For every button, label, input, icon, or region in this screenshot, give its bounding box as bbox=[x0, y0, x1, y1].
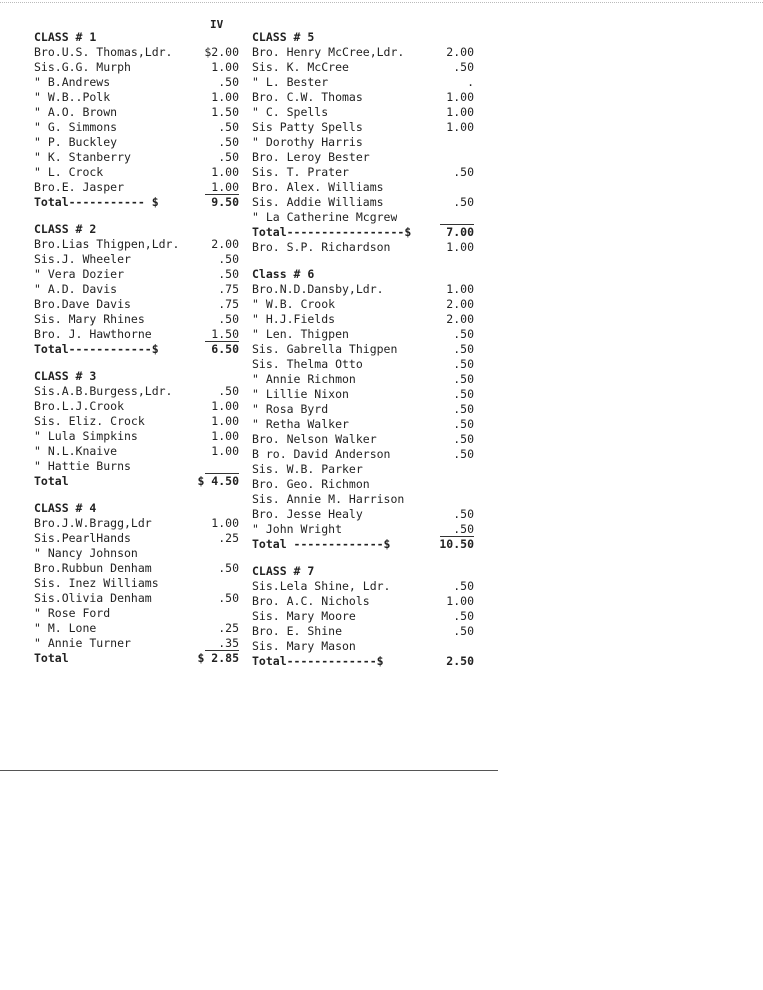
total-label: Total------------$ bbox=[34, 342, 159, 356]
member-row bbox=[34, 165, 239, 180]
member-amount: 1.00 bbox=[446, 120, 474, 134]
member-amount: 1.50 bbox=[205, 327, 239, 342]
member-row bbox=[34, 591, 239, 606]
member-amount: 2.00 bbox=[446, 45, 474, 59]
member-amount bbox=[205, 459, 239, 474]
member-name: Sis.J. Wheeler bbox=[34, 252, 131, 266]
member-name: " Len. Thigpen bbox=[252, 327, 349, 341]
member-row bbox=[252, 210, 474, 225]
member-name: Bro. Nelson Walker bbox=[252, 432, 377, 446]
member-name: Sis. Mary Rhines bbox=[34, 312, 145, 326]
member-row bbox=[252, 417, 474, 432]
member-amount: .50 bbox=[453, 609, 474, 623]
member-name: Sis. T. Prater bbox=[252, 165, 349, 179]
member-name: " Nancy Johnson bbox=[34, 546, 138, 560]
member-name: B ro. David Anderson bbox=[252, 447, 391, 461]
member-row bbox=[34, 45, 239, 60]
member-row bbox=[34, 267, 239, 282]
member-row bbox=[252, 609, 474, 624]
member-row bbox=[252, 639, 474, 654]
class-heading: CLASS # 5 bbox=[252, 30, 315, 44]
member-name: Bro. Leroy Bester bbox=[252, 150, 370, 164]
member-row bbox=[252, 402, 474, 417]
total-label: Total----------- $ bbox=[34, 195, 159, 209]
member-name: " K. Stanberry bbox=[34, 150, 131, 164]
class-total-row bbox=[34, 474, 239, 489]
member-amount: .50 bbox=[453, 327, 474, 341]
member-row bbox=[252, 624, 474, 639]
member-row bbox=[252, 90, 474, 105]
member-name: Sis. Eliz. Crock bbox=[34, 414, 145, 428]
member-amount: 1.00 bbox=[211, 429, 239, 443]
member-amount: .50 bbox=[453, 357, 474, 371]
member-amount: 1.00 bbox=[211, 60, 239, 74]
member-amount: 1.00 bbox=[446, 282, 474, 296]
member-amount: .75 bbox=[218, 297, 239, 311]
member-name: Bro.J.W.Bragg,Ldr bbox=[34, 516, 152, 530]
member-amount: .50 bbox=[453, 447, 474, 461]
member-amount: . bbox=[467, 75, 474, 89]
member-amount: .75 bbox=[218, 282, 239, 296]
member-name: Sis. Inez Williams bbox=[34, 576, 159, 590]
section-gap bbox=[34, 489, 239, 501]
member-amount bbox=[440, 492, 474, 507]
member-amount: 1.00 bbox=[211, 399, 239, 413]
member-name: Bro. Alex. Williams bbox=[252, 180, 384, 194]
member-amount: .50 bbox=[453, 507, 474, 521]
member-name: " Retha Walker bbox=[252, 417, 349, 431]
member-row bbox=[34, 576, 239, 591]
member-row bbox=[252, 372, 474, 387]
member-row bbox=[34, 546, 239, 561]
member-amount: $2.00 bbox=[204, 45, 239, 59]
member-name: Bro. E. Shine bbox=[252, 624, 343, 638]
member-row bbox=[252, 75, 474, 90]
member-amount: .25 bbox=[218, 531, 239, 545]
member-name: Bro.E. Jasper bbox=[34, 180, 125, 194]
class-heading: CLASS # 3 bbox=[34, 369, 97, 383]
member-amount: .50 bbox=[453, 579, 474, 593]
section-gap bbox=[252, 552, 474, 564]
member-amount: 1.00 bbox=[211, 516, 239, 530]
member-amount: .50 bbox=[218, 150, 239, 164]
member-row bbox=[252, 507, 474, 522]
member-amount bbox=[205, 606, 239, 621]
total-amount: 2.50 bbox=[446, 654, 474, 668]
member-row bbox=[252, 240, 474, 255]
member-row bbox=[34, 150, 239, 165]
member-row bbox=[34, 444, 239, 459]
total-label: Total bbox=[34, 474, 69, 488]
member-name: Sis. K. McCree bbox=[252, 60, 349, 74]
member-name: Bro. Henry McCree,Ldr. bbox=[252, 45, 405, 59]
member-row bbox=[252, 594, 474, 609]
member-amount: .50 bbox=[218, 75, 239, 89]
member-name: " W.B..Polk bbox=[34, 90, 111, 104]
member-row bbox=[34, 606, 239, 621]
member-name: Bro.Lias Thigpen,Ldr. bbox=[34, 237, 180, 251]
member-name: Bro. J. Hawthorne bbox=[34, 327, 152, 341]
bottom-rule bbox=[0, 770, 498, 771]
member-amount: .50 bbox=[218, 267, 239, 281]
member-row bbox=[252, 462, 474, 477]
member-row bbox=[252, 312, 474, 327]
class-total-row bbox=[252, 654, 474, 669]
member-amount: 1.00 bbox=[205, 180, 239, 195]
member-row bbox=[34, 105, 239, 120]
member-name: Sis.G.G. Murph bbox=[34, 60, 131, 74]
member-amount bbox=[440, 477, 474, 492]
member-amount: 1.00 bbox=[446, 240, 474, 254]
member-amount bbox=[440, 210, 474, 225]
member-name: Bro. C.W. Thomas bbox=[252, 90, 363, 104]
member-row bbox=[34, 60, 239, 75]
member-name: " Rose Ford bbox=[34, 606, 111, 620]
member-amount: .50 bbox=[453, 432, 474, 446]
section-gap bbox=[34, 210, 239, 222]
member-name: " Lula Simpkins bbox=[34, 429, 138, 443]
member-amount: .50 bbox=[453, 195, 474, 209]
left-column bbox=[34, 30, 239, 666]
member-amount: .50 bbox=[453, 165, 474, 179]
member-amount: 2.00 bbox=[446, 312, 474, 326]
member-row bbox=[34, 516, 239, 531]
member-row bbox=[252, 579, 474, 594]
member-name: Bro.Dave Davis bbox=[34, 297, 131, 311]
member-name: " M. Lone bbox=[34, 621, 97, 635]
total-amount: 7.00 bbox=[446, 225, 474, 239]
member-name: Sis. Addie Williams bbox=[252, 195, 384, 209]
member-name: " L. Bester bbox=[252, 75, 329, 89]
class-heading: CLASS # 7 bbox=[252, 564, 315, 578]
member-name: " B.Andrews bbox=[34, 75, 111, 89]
member-row bbox=[252, 522, 474, 537]
member-amount: .50 bbox=[453, 342, 474, 356]
member-row bbox=[252, 342, 474, 357]
member-name: " Rosa Byrd bbox=[252, 402, 329, 416]
member-row bbox=[34, 621, 239, 636]
member-amount: 1.00 bbox=[446, 105, 474, 119]
member-name: " Dorothy Harris bbox=[252, 135, 363, 149]
member-row bbox=[34, 135, 239, 150]
member-name: Bro.Rubbun Denham bbox=[34, 561, 152, 575]
total-amount: $ 2.85 bbox=[197, 651, 239, 665]
member-row bbox=[252, 492, 474, 507]
member-amount: .50 bbox=[218, 252, 239, 266]
total-amount: 9.50 bbox=[211, 195, 239, 209]
member-amount: .25 bbox=[218, 621, 239, 635]
member-amount: 1.00 bbox=[446, 90, 474, 104]
member-row bbox=[252, 180, 474, 195]
member-name: " C. Spells bbox=[252, 105, 329, 119]
member-row bbox=[34, 399, 239, 414]
member-name: Bro. S.P. Richardson bbox=[252, 240, 391, 254]
member-name: " N.L.Knaive bbox=[34, 444, 118, 458]
member-amount bbox=[440, 150, 474, 165]
member-name: Sis. Mary Moore bbox=[252, 609, 356, 623]
member-name: Sis. Gabrella Thigpen bbox=[252, 342, 398, 356]
member-row bbox=[252, 60, 474, 75]
member-row bbox=[252, 357, 474, 372]
member-amount: .50 bbox=[453, 387, 474, 401]
member-row bbox=[34, 414, 239, 429]
member-name: Bro.L.J.Crook bbox=[34, 399, 125, 413]
member-name: Bro. Jesse Healy bbox=[252, 507, 363, 521]
member-amount: .50 bbox=[218, 135, 239, 149]
member-name: " John Wright bbox=[252, 522, 343, 536]
class-total-row bbox=[34, 342, 239, 357]
member-amount: 2.00 bbox=[446, 297, 474, 311]
member-row bbox=[252, 327, 474, 342]
member-row bbox=[34, 327, 239, 342]
member-amount bbox=[440, 462, 474, 477]
member-amount: 1.00 bbox=[211, 90, 239, 104]
member-amount: .50 bbox=[453, 60, 474, 74]
member-amount: .50 bbox=[453, 417, 474, 431]
member-row bbox=[252, 282, 474, 297]
class-heading: CLASS # 2 bbox=[34, 222, 97, 236]
member-row bbox=[252, 447, 474, 462]
member-name: Sis. Thelma Otto bbox=[252, 357, 363, 371]
member-row bbox=[34, 531, 239, 546]
class-heading: CLASS # 1 bbox=[34, 30, 97, 44]
member-row bbox=[34, 636, 239, 651]
member-amount bbox=[205, 546, 239, 561]
member-amount: .50 bbox=[218, 120, 239, 134]
member-amount: 1.00 bbox=[446, 594, 474, 608]
member-amount bbox=[440, 135, 474, 150]
member-row bbox=[34, 561, 239, 576]
member-row bbox=[34, 252, 239, 267]
member-row bbox=[34, 237, 239, 252]
member-row bbox=[34, 384, 239, 399]
class-heading: CLASS # 4 bbox=[34, 501, 97, 515]
top-edge-rule bbox=[0, 2, 763, 3]
member-amount: 1.00 bbox=[211, 444, 239, 458]
member-name: Sis.Lela Shine, Ldr. bbox=[252, 579, 391, 593]
total-label: Total-----------------$ bbox=[252, 225, 412, 239]
member-name: Sis.A.B.Burgess,Ldr. bbox=[34, 384, 173, 398]
member-amount: .50 bbox=[218, 312, 239, 326]
member-name: " L. Crock bbox=[34, 165, 104, 179]
member-amount: 2.00 bbox=[211, 237, 239, 251]
member-name: Bro.U.S. Thomas,Ldr. bbox=[34, 45, 173, 59]
total-label: Total bbox=[34, 651, 69, 665]
member-name: " Annie Richmon bbox=[252, 372, 356, 386]
total-amount: 10.50 bbox=[439, 537, 474, 551]
total-label: Total -------------$ bbox=[252, 537, 391, 551]
member-name: " Lillie Nixon bbox=[252, 387, 349, 401]
member-row bbox=[252, 297, 474, 312]
member-amount bbox=[440, 180, 474, 195]
member-amount: .50 bbox=[453, 372, 474, 386]
total-amount: 6.50 bbox=[211, 342, 239, 356]
member-row bbox=[34, 459, 239, 474]
page-number: IV bbox=[210, 18, 224, 31]
member-row bbox=[252, 150, 474, 165]
class-total-row bbox=[34, 195, 239, 210]
member-name: Sis Patty Spells bbox=[252, 120, 363, 134]
member-row bbox=[252, 105, 474, 120]
member-row bbox=[252, 387, 474, 402]
member-row bbox=[252, 432, 474, 447]
member-amount: 1.00 bbox=[211, 414, 239, 428]
member-name: Bro. Geo. Richmon bbox=[252, 477, 370, 491]
member-amount bbox=[205, 576, 239, 591]
member-name: " La Catherine Mcgrew bbox=[252, 210, 398, 224]
member-row bbox=[34, 429, 239, 444]
member-row bbox=[252, 135, 474, 150]
member-name: Bro. A.C. Nichols bbox=[252, 594, 370, 608]
class-total-row bbox=[34, 651, 239, 666]
member-name: " Vera Dozier bbox=[34, 267, 125, 281]
member-row bbox=[34, 312, 239, 327]
member-name: " G. Simmons bbox=[34, 120, 118, 134]
class-total-row bbox=[252, 537, 474, 552]
member-amount: .50 bbox=[453, 402, 474, 416]
class-total-row bbox=[252, 225, 474, 240]
right-column bbox=[252, 30, 474, 669]
member-amount bbox=[440, 639, 474, 654]
member-amount: 1.00 bbox=[211, 165, 239, 179]
member-row bbox=[34, 75, 239, 90]
member-name: " P. Buckley bbox=[34, 135, 118, 149]
member-name: Sis. Annie M. Harrison bbox=[252, 492, 405, 506]
member-name: " Annie Turner bbox=[34, 636, 131, 650]
member-amount: .50 bbox=[218, 384, 239, 398]
total-amount: $ 4.50 bbox=[197, 474, 239, 488]
member-name: Sis. W.B. Parker bbox=[252, 462, 363, 476]
member-name: " H.J.Fields bbox=[252, 312, 336, 326]
member-amount: .50 bbox=[440, 522, 474, 537]
member-row bbox=[252, 477, 474, 492]
total-label: Total-------------$ bbox=[252, 654, 384, 668]
member-row bbox=[34, 297, 239, 312]
member-row bbox=[34, 120, 239, 135]
member-row bbox=[34, 180, 239, 195]
class-heading: Class # 6 bbox=[252, 267, 315, 281]
member-name: Sis.PearlHands bbox=[34, 531, 131, 545]
member-amount: .50 bbox=[218, 591, 239, 605]
member-name: Sis.Olivia Denham bbox=[34, 591, 152, 605]
member-name: " W.B. Crook bbox=[252, 297, 336, 311]
member-row bbox=[252, 120, 474, 135]
member-name: " Hattie Burns bbox=[34, 459, 131, 473]
member-name: Bro.N.D.Dansby,Ldr. bbox=[252, 282, 384, 296]
member-row bbox=[34, 282, 239, 297]
member-name: " A.O. Brown bbox=[34, 105, 118, 119]
member-name: " A.D. Davis bbox=[34, 282, 118, 296]
member-amount: .50 bbox=[453, 624, 474, 638]
member-amount: 1.50 bbox=[211, 105, 239, 119]
member-row bbox=[252, 165, 474, 180]
member-row bbox=[252, 195, 474, 210]
member-row bbox=[34, 90, 239, 105]
section-gap bbox=[252, 255, 474, 267]
member-row bbox=[252, 45, 474, 60]
member-amount: .50 bbox=[218, 561, 239, 575]
section-gap bbox=[34, 357, 239, 369]
member-name: Sis. Mary Mason bbox=[252, 639, 356, 653]
member-amount: .35 bbox=[205, 636, 239, 651]
